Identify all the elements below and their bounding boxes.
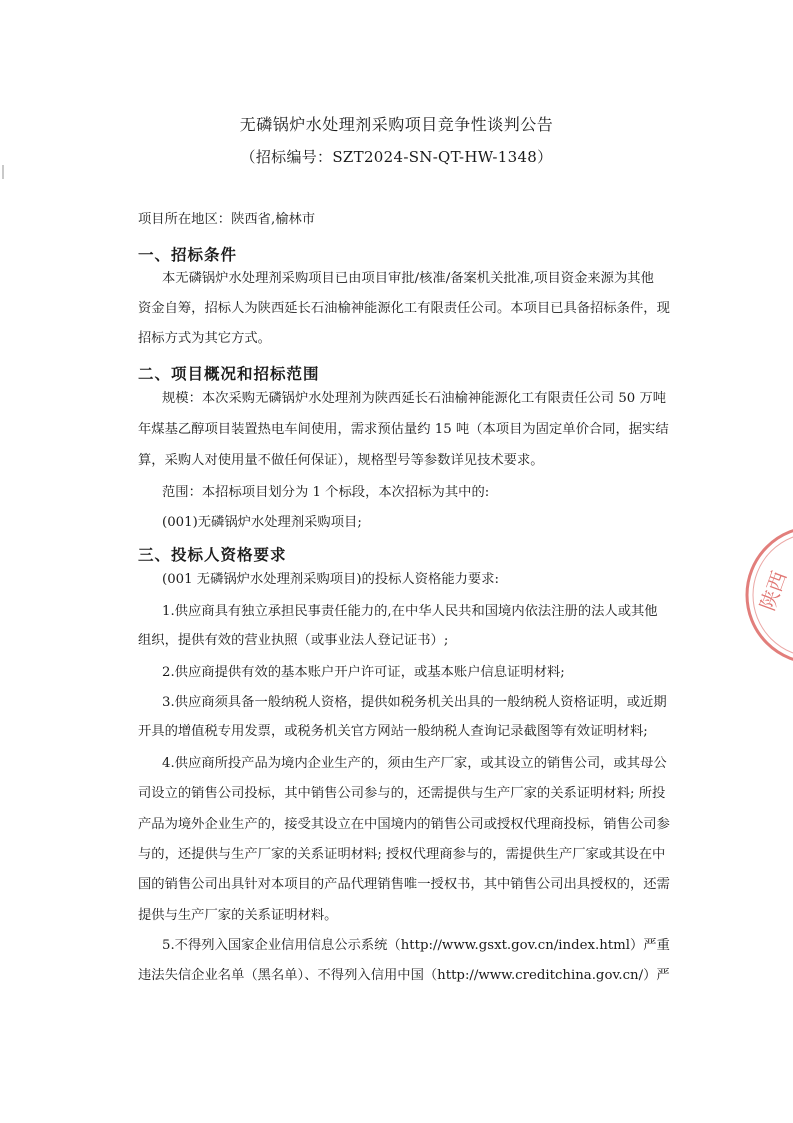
s1-paragraph-line: 资金自筹，招标人为陕西延长石油榆神能源化工有限责任公司。本项目已具备招标条件，现 bbox=[138, 301, 670, 316]
s3-item5-line: 违法失信企业名单（黑名单）、不得列入信用中国（http://www.creditchina.gov.cn/）严 bbox=[138, 968, 670, 983]
section-heading-1: 一、招标条件 bbox=[138, 246, 238, 264]
official-seal-stamp bbox=[735, 520, 793, 670]
section-heading-3: 三、投标人资格要求 bbox=[138, 546, 287, 564]
s3-item4-line: 国的销售公司出具针对本项目的产品代理销售唯一授权书，其中销售公司出具授权的，还需 bbox=[138, 877, 670, 892]
s3-item2-line: 2.供应商提供有效的基本账户开户许可证，或基本账户信息证明材料; bbox=[162, 665, 565, 680]
s3-item4-line: 司设立的销售公司投标，其中销售公司参与的，还需提供与生产厂家的关系证明材料; 所投 bbox=[138, 786, 666, 801]
s3-item5-line: 5.不得列入国家企业信用信息公示系统（http://www.gsxt.gov.cn/index.html）严重 bbox=[162, 938, 670, 953]
s2-paragraph-line: 年煤基乙醇项目装置热电车间使用，需求预估量约 15 吨（本项目为固定单价合同，据实结 bbox=[138, 422, 669, 437]
document-subtitle: （招标编号：SZT2024-SN-QT-HW-1348） bbox=[240, 148, 553, 166]
s3-item3-line: 开具的增值税专用发票，或税务机关官方网站一般纳税人查询记录截图等有效证明材料; bbox=[138, 724, 648, 739]
s3-item4-line: 提供与生产厂家的关系证明材料。 bbox=[138, 908, 338, 923]
s2-paragraph-line: 规模：本次采购无磷锅炉水处理剂为陕西延长石油榆神能源化工有限责任公司 50 万吨 bbox=[162, 391, 667, 406]
scan-edge-mark bbox=[2, 165, 4, 179]
s3-item4-line: 4.供应商所投产品为境内企业生产的，须由生产厂家，或其设立的销售公司，或其母公 bbox=[162, 756, 667, 771]
s2-lot-line: (001)无磷锅炉水处理剂采购项目; bbox=[162, 515, 362, 530]
seal-text: 陕西 bbox=[755, 567, 792, 614]
s2-scope-line: 范围：本招标项目划分为 1 个标段，本次招标为其中的: bbox=[162, 485, 490, 500]
s3-item1-line: 1.供应商具有独立承担民事责任能力的,在中华人民共和国境内依法注册的法人或其他 bbox=[162, 604, 658, 619]
s3-intro-line: (001 无磷锅炉水处理剂采购项目)的投标人资格能力要求: bbox=[162, 572, 499, 587]
document-title: 无磷锅炉水处理剂采购项目竞争性谈判公告 bbox=[239, 115, 554, 134]
s3-item4-line: 产品为境外企业生产的，接受其设立在中国境内的销售公司或授权代理商投标，销售公司参 bbox=[138, 817, 670, 832]
s1-paragraph-line: 招标方式为其它方式。 bbox=[138, 331, 271, 346]
s2-paragraph-line: 算，采购人对使用量不做任何保证），规格型号等参数详见技术要求。 bbox=[138, 453, 544, 468]
s3-item3-line: 3.供应商须具备一般纳税人资格，提供如税务机关出具的一般纳税人资格证明，或近期 bbox=[162, 695, 667, 710]
s1-paragraph-line: 本无磷锅炉水处理剂采购项目已由项目审批/核准/备案机关批准,项目资金来源为其他 bbox=[162, 271, 654, 286]
s3-item4-line: 与的，还提供与生产厂家的关系证明材料; 授权代理商参与的，需提供生产厂家或其设在中 bbox=[138, 847, 666, 862]
section-heading-2: 二、项目概况和招标范围 bbox=[138, 365, 320, 383]
location-line: 项目所在地区：陕西省,榆林市 bbox=[138, 212, 316, 227]
s3-item1-line: 组织，提供有效的营业执照（或事业法人登记证书）; bbox=[138, 633, 449, 648]
